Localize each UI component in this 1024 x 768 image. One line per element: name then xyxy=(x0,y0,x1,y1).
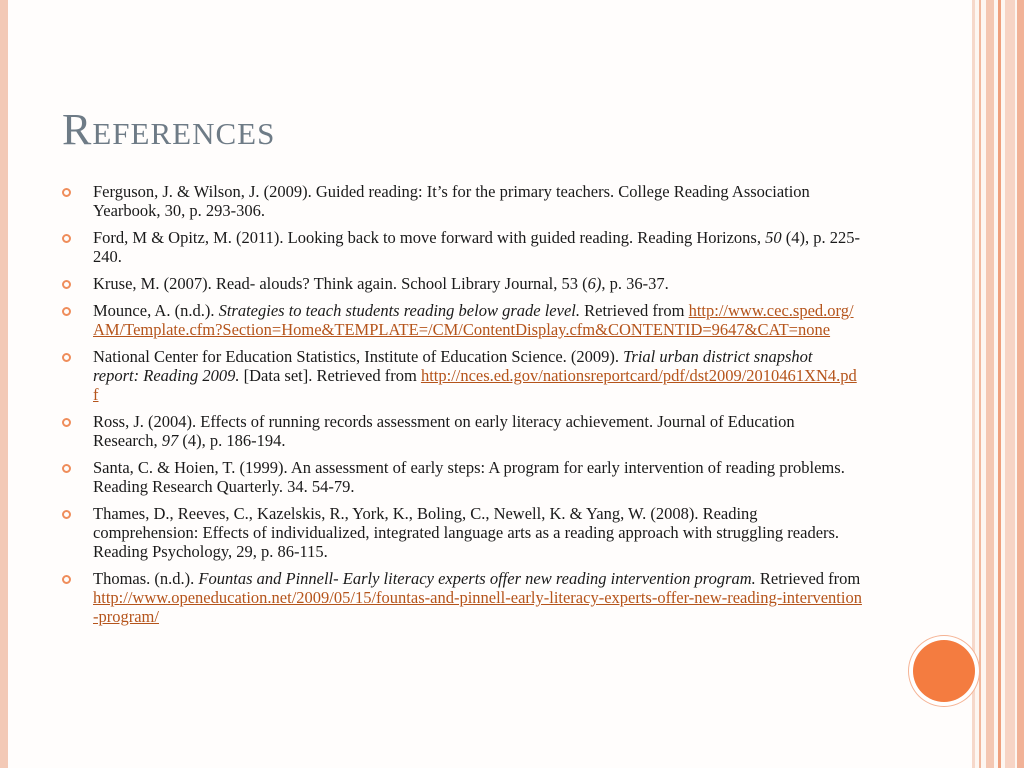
reference-italic-text: 6) xyxy=(587,274,602,293)
reference-text: Retrieved from xyxy=(579,301,689,320)
bullet-icon xyxy=(62,280,71,289)
reference-item xyxy=(62,347,862,404)
bullet-icon xyxy=(62,234,71,243)
stripe xyxy=(1017,0,1024,768)
reference-text: Ross, J. (2004). Effects of running records assessment on early literacy achievement. Journal of Education Research, xyxy=(93,412,795,450)
reference-item xyxy=(62,569,862,626)
bullet-icon xyxy=(62,464,71,473)
reference-text: Retrieved from xyxy=(755,569,861,588)
reference-link[interactable]: http://nces.ed.gov/nationsreportcard/pdf/dst2009/2010461XN4.pdf xyxy=(93,366,857,404)
left-border-bar xyxy=(0,0,8,768)
reference-italic-text: Trial urban district snapshot report: Reading 2009. xyxy=(93,347,813,385)
reference-text: National Center for Education Statistics, Institute of Education Science. (2009). xyxy=(93,347,624,366)
slide-title: References xyxy=(62,105,276,154)
reference-italic-text: 97 xyxy=(161,431,179,450)
reference-text: , p. 36-37. xyxy=(601,274,669,293)
reference-item xyxy=(62,274,862,293)
reference-text: [Data set]. Retrieved from xyxy=(239,366,421,385)
reference-italic-text: 50 xyxy=(765,228,782,247)
bullet-icon xyxy=(62,188,71,197)
reference-item xyxy=(62,301,862,339)
reference-text: Thomas. (n.d.). xyxy=(93,569,199,588)
reference-item xyxy=(62,182,862,220)
bullet-icon xyxy=(62,418,71,427)
stripe xyxy=(1005,0,1015,768)
reference-text: Santa, C. & Hoien, T. (1999). An assessment of early steps: A program for early intervention of reading problems. Reading Research Quarterly. 34. 54-79. xyxy=(93,458,845,496)
stripe xyxy=(979,0,981,768)
reference-item xyxy=(62,458,862,496)
reference-item xyxy=(62,504,862,561)
bullet-icon xyxy=(62,510,71,519)
reference-italic-text: Fountas and Pinnell- Early literacy experts offer new reading intervention program. xyxy=(198,569,756,588)
right-stripe-decoration xyxy=(972,0,1024,768)
references-list xyxy=(62,182,862,634)
bullet-icon xyxy=(62,307,71,316)
stripe xyxy=(972,0,975,768)
bullet-icon xyxy=(62,575,71,584)
reference-text: Thames, D., Reeves, C., Kazelskis, R., York, K., Boling, C., Newell, K. & Yang, W. (2008). Reading comprehension: Effects of individualized, integrated language arts as a reading approach with struggling readers. Reading Psychology, 29, p. 86-115. xyxy=(93,504,840,561)
reference-text: Ferguson, J. & Wilson, J. (2009). Guided reading: It’s for the primary teachers. College Reading Association Yearbook, 30, p. 293-306. xyxy=(93,182,810,220)
bullet-icon xyxy=(62,353,71,362)
orange-circle-decoration xyxy=(913,640,975,702)
reference-item xyxy=(62,228,862,266)
stripe xyxy=(998,0,1001,768)
reference-item xyxy=(62,412,862,450)
reference-text: (4), p. 225-240. xyxy=(93,228,860,266)
stripe xyxy=(986,0,994,768)
reference-link[interactable]: http://www.openeducation.net/2009/05/15/fountas-and-pinnell-early-literacy-experts-offer-new-reading-intervention-program/ xyxy=(93,588,862,626)
reference-italic-text: Strategies to teach students reading below grade level. xyxy=(218,301,580,320)
reference-link[interactable]: http://www.cec.sped.org/AM/Template.cfm?Section=Home&TEMPLATE=/CM/ContentDisplay.cfm&CONTENTID=9647&CAT=none xyxy=(93,301,854,339)
reference-text: Ford, M & Opitz, M. (2011). Looking back to move forward with guided reading. Reading Horizons, xyxy=(93,228,766,247)
reference-text: Kruse, M. (2007). Read- alouds? Think again. School Library Journal, 53 ( xyxy=(93,274,588,293)
reference-text: Mounce, A. (n.d.). xyxy=(93,301,219,320)
reference-text: (4), p. 186-194. xyxy=(178,431,286,450)
